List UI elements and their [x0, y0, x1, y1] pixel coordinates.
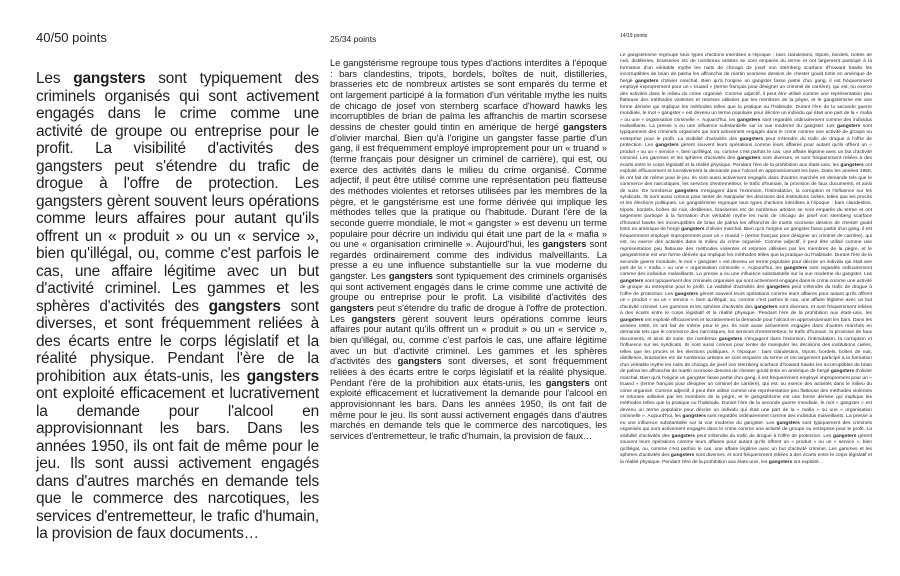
specimen-column-14-19 — [620, 33, 872, 466]
specimen-text-14-19: Le gangstérisme regroupe tous types d'actions interdites à l'époque : bars clandestins, tripots, bordels, boîtes de nuit, distilleries, brasseries etc de nombreux artistes se sont emparés du terme et ont largement participé à la formation d'un véritable mythe les nuits de chicago de josef von sternberg scarface d'howard hawks les incorruptibles de brian de palma les affranchis de martin scorsese dessins de chester gould tintin en amérique de hergé gangsters d'olivier marchal. Bien qu'à l'origine un gangster fasse partie d'un gang, il est fréquemment employé improprement pour un « truand » (terme français pour désigner un criminel de carrière), qui est, ou exerce des activités dans le milieu du crime organisé. Comme adjectif, il peut être utilisé comme une représentation peu flatteuse des méthodes violentes et retorses utilisées par les membres de la pègre, et le gangstérisme est une forme dérivée qui implique les méthodes telles que la pratique ou l'habitude. Durant l'ère de la seconde guerre mondiale, le mot « gangster » est devenu un terme populaire pour décrire un individu qui était une part de la « mafia » ou une « organisation criminelle ». Aujourd'hui, les gangsters sont regardés ordinairement comme des individus malveillants. La presse a eu une influence substantielle sur la vue moderne du gangster. Les gangsters sont typiquement des criminels organisés qui sont activement engagés dans le crime comme une activité de groupe ou entreprise pour le profit. La visibilité d'activités des gangsters peut s'étendre du trafic de drogue à l'offre de protection. Les gangsters gèrent souvent leurs opérations comme leurs affaires pour autant qu'ils offrent un « produit » ou un « service », bien qu'illégal, ou, comme c'est parfois le cas, une affaire légitime avec un but d'activité criminel. Les gammes et les sphères d'activités des gangsters sont diverses, et sont fréquemment reliées à des écarts entre le corps législatif et la réalité physique. Pendant l'ère de la prohibition aux états-unis, les gangsters ont exploité efficacement et lucrativement la demande pour l'alcool en approvisionnant les bars. Dans les années 1950, ils ont fait de même pour le jeu. Ils sont aussi activement engagés dans d'autres marchés en demande tels que le commerce des narcotiques, les services d'entremetteur, le trafic d'humain, la provision de faux documents, et ainsi de suite. De nombreux gangsters s'engagent dans l'extorsion, l'intimidation, la corruption et l'influence sur les syndicats. Ils sont aussi connus pour tenter de manipuler les décisions des institutions civiles, telles que les procès et les élections politiques. Le gangstérisme regroupe tous types d'actions interdites à l'époque : bars clandestins, tripots, bordels, boîtes de nuit, distilleries, brasseries etc de nombreux artistes se sont emparés du terme et ont largement participé à la formation d'un véritable mythe les nuits de chicago de josef von sternberg scarface d'howard hawks les incorruptibles de brian de palma les affranchis de martin scorsese dessins de chester gould tintin en amérique de hergé gangsters d'olivier marchal. Bien qu'à l'origine un gangster fasse partie d'un gang, il est fréquemment employé improprement pour un « truand » (terme français pour désigner un criminel de carrière), qui est, ou exerce des activités dans le milieu du crime organisé. Comme adjectif, il peut être utilisé comme une représentation peu flatteuse des méthodes violentes et retorses utilisées par les membres de la pègre, et le gangstérisme est une forme dérivée qui implique les méthodes telles que la pratique ou l'habitude. Durant l'ère de la seconde guerre mondiale, le mot « gangster » est devenu un terme populaire pour décrire un individu qui était une part de la « mafia » ou une « organisation criminelle ». Aujourd'hui, les gangsters sont regardés ordinairement comme des individus malveillants. La presse a eu une influence substantielle sur la vue moderne du gangster. Les gangsters sont typiquement des criminels organisés qui sont activement engagés dans le crime comme une activité de groupe ou entreprise pour le profit. La visibilité d'activités des gangsters peut s'étendre du trafic de drogue à l'offre de protection. Les gangsters gèrent souvent leurs opérations comme leurs affaires pour autant qu'ils offrent un « produit » ou un « service », bien qu'illégal, ou, comme c'est parfois le cas, une affaire légitime avec un but d'activité criminel. Les gammes et les sphères d'activités des gangsters sont diverses, et sont fréquemment reliées à des écarts entre le corps législatif et la réalité physique. Pendant l'ère de la prohibition aux états-unis, les gangsters ont exploité efficacement et lucrativement la demande pour l'alcool en approvisionnant les bars. Dans les années 1950, ils ont fait de même pour le jeu. Ils sont aussi activement engagés dans d'autres marchés en demande tels que le commerce des narcotiques, les services d'entremetteur, le trafic d'humain, la provision de faux documents, et ainsi de suite. De nombreux gangsters s'engagent dans l'extorsion, l'intimidation, la corruption et l'influence sur les syndicats. Ils sont aussi connus pour tenter de manipuler les décisions des institutions civiles, telles que les procès et les élections politiques. À l'époque : bars clandestins, tripots, bordels, boîtes de nuit, distilleries, brasseries etc de nombreux artistes se sont emparés du terme et ont largement participé à la formation d'un véritable mythe les nuits de chicago de josef von sternberg scarface d'howard hawks les incorruptibles de brian de palma les affranchis de martin scorsese dessins de chester gould tintin en amérique de hergé gangsters d'olivier marchal. Bien qu'à l'origine un gangster fasse partie d'un gang, il est fréquemment employé improprement pour un « truand » (terme français pour désigner un criminel de carrière), qui est, ou exerce des activités dans le milieu du crime organisé. Comme adjectif, il peut être utilisé comme une représentation peu flatteuse des méthodes violentes et retorses utilisées par les membres de la pègre, et le gangstérisme est une forme dérivée qui implique les méthodes telles que la pratique ou l'habitude. Durant l'ère de la seconde guerre mondiale, le mot « gangster » est devenu un terme populaire pour décrire un individu qui était une part de la « mafia » ou une « organisation criminelle ». Aujourd'hui, les gangsters sont regardés ordinairement comme des individus malveillants. La presse a eu une influence substantielle sur la vue moderne du gangster. Les gangsters sont typiquement des criminels organisés qui sont activement engagés dans le crime comme une activité de groupe ou entreprise pour le profit. La visibilité d'activités des gangsters peut s'étendre du trafic de drogue à l'offre de protection. Les gangsters gèrent souvent leurs opérations comme leurs affaires pour autant qu'ils offrent un « produit » ou un « service », bien qu'illégal, ou, comme c'est parfois le cas, une affaire légitime avec un but d'activité criminel. Les gammes et les sphères d'activités des gangsters sont diverses, et sont fréquemment reliées à des écarts entre le corps législatif et la réalité physique. Pendant l'ère de la prohibition aux états-unis, les gangsters ont exploité… — [620, 53, 872, 465]
size-label-14-19: 14/19 points — [620, 33, 648, 39]
specimen-text-40-50: Les gangsters sont typiquement des criminels organisés qui sont activement engagés dans le crime comme une activité de groupe ou entreprise pour le profit. La visibilité d'activités des gangsters peut s'étendre du trafic de drogue à l'offre de protection. Les gangsters gèrent souvent leurs opérations comme leurs affaires pour autant qu'ils offrent un « produit » ou un « service », bien qu'illégal, ou, comme c'est parfois le cas, une affaire légitime avec un but d'activité criminel. Les gammes et les sphères d'activités des gangsters sont diverses, et sont fréquemment reliées à des écarts entre le corps législatif et la réalité physique. Pendant l'ère de la prohibition aux états-unis, les gangsters ont exploité efficacement et lucrativement la demande pour l'alcool en approvisionnant les bars. Dans les années 1950, ils ont fait de même pour le jeu. Ils sont aussi activement engagés dans d'autres marchés en demande tels que le commerce des narcotiques, les services d'entremetteur, le trafic d'humain, la provision de faux documents… — [36, 70, 319, 542]
specimen-column-40-50 — [36, 30, 319, 543]
specimen-column-25-34 — [330, 34, 607, 442]
size-label-25-34: 25/34 points — [330, 34, 377, 44]
specimen-text-25-34: Le gangstérisme regroupe tous types d'actions interdites à l'époque : bars clandestins, tripots, bordels, boîtes de nuit, distilleries, brasseries etc de nombreux artistes se sont emparés du terme et ont largement participé à la formation d'un véritable mythe les nuits de chicago de josef von sternberg scarface d'howard hawks les incorruptibles de brian de palma les affranchis de martin scorsese dessins de chester gould tintin en amérique de hergé gangsters d'olivier marchal. Bien qu'à l'origine un gangster fasse partie d'un gang, il est fréquemment employé improprement pour un « truand » (terme français pour désigner un criminel de carrière), qui est, ou exerce des activités dans le milieu du crime organisé. Comme adjectif, il peut être utilisé comme une représentation peu flatteuse des méthodes violentes et retorses utilisées par les membres de la pègre, et le gangstérisme est une forme dérivée qui implique les méthodes telles que la pratique ou l'habitude. Durant l'ère de la seconde guerre mondiale, le mot « gangster » est devenu un terme populaire pour décrire un individu qui était une part de la « mafia » ou une « organisation criminelle ». Aujourd'hui, les gangsters sont regardés ordinairement comme des individus malveillants. La presse a eu une influence substantielle sur la vue moderne du gangster. Les gangsters sont typiquement des criminels organisés qui sont activement engagés dans le crime comme une activité de groupe ou entreprise pour le profit. La visibilité d'activités des gangsters peut s'étendre du trafic de drogue à l'offre de protection. Les gangsters gèrent souvent leurs opérations comme leurs affaires pour autant qu'ils offrent un « produit » ou un « service », bien qu'illégal, ou, comme c'est parfois le cas, une affaire légitime avec un but d'activité criminel. Les gammes et les sphères d'activités des gangsters sont diverses, et sont fréquemment reliées à des écarts entre le corps législatif et la réalité physique. Pendant l'ère de la prohibition aux états-unis, les gangsters ont exploité efficacement et lucrativement la demande pour l'alcool en approvisionnant les bars. Dans les années 1950, ils ont fait de même pour le jeu. Ils sont aussi activement engagés dans d'autres marchés en demande tels que le commerce des narcotiques, les services d'entremetteur, le trafic d'humain, la provision de faux… — [330, 58, 608, 441]
size-label-40-50: 40/50 points — [36, 30, 107, 45]
